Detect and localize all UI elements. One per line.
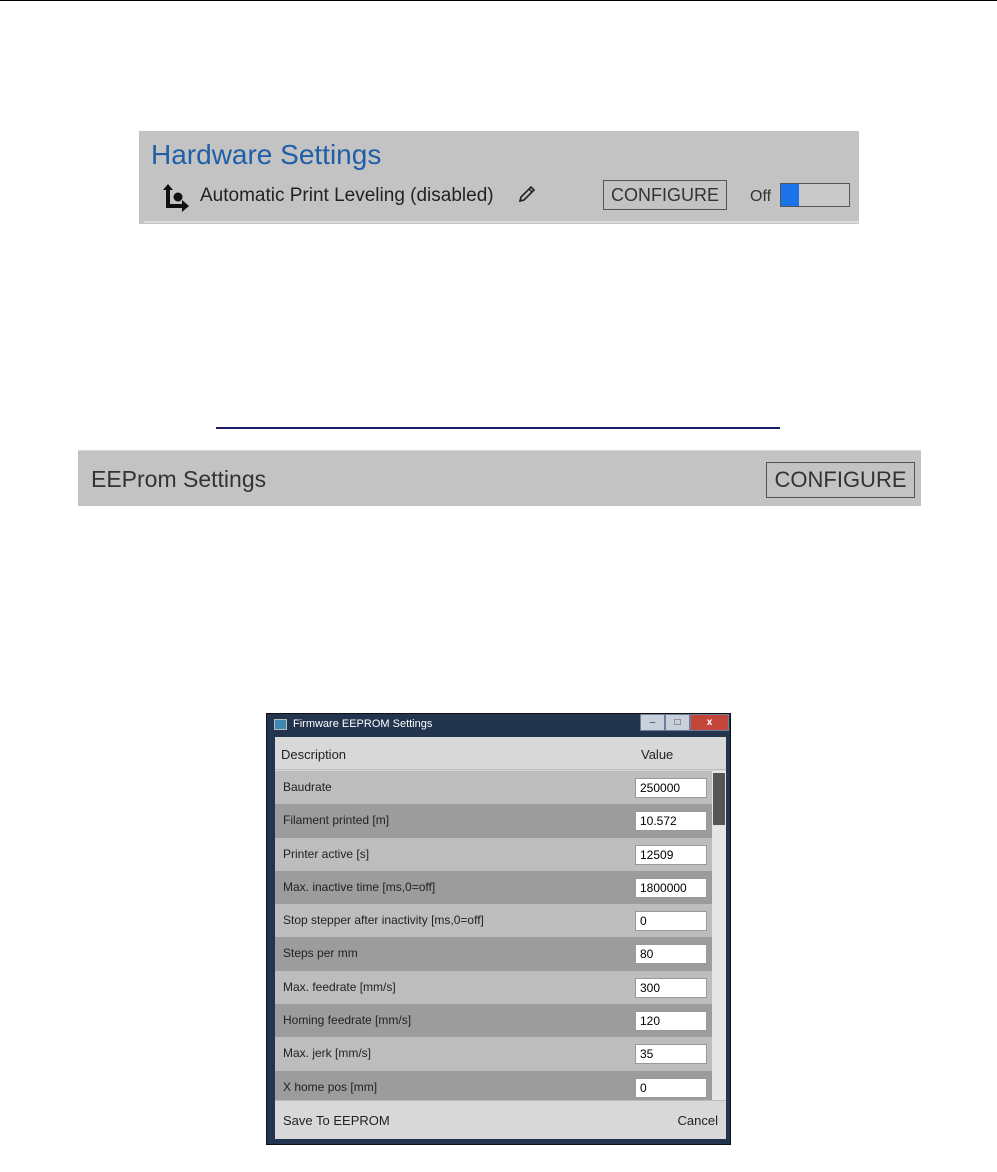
close-button[interactable]: x (690, 714, 729, 731)
minimize-button[interactable]: – (640, 714, 665, 731)
table-row (275, 1004, 712, 1037)
pencil-icon[interactable] (517, 184, 537, 204)
setting-description: Max. inactive time [ms,0=off] (283, 879, 436, 894)
eeprom-settings-title: EEProm Settings (91, 466, 267, 492)
setting-description: Steps per mm (283, 946, 358, 961)
setting-value-input[interactable] (635, 978, 707, 998)
setting-value-input[interactable] (635, 778, 707, 798)
table-row (275, 1037, 712, 1070)
table-row (275, 804, 712, 837)
print-leveling-toggle[interactable] (780, 183, 850, 207)
cancel-button[interactable]: Cancel (677, 1113, 718, 1128)
setting-description: X home pos [mm] (283, 1079, 378, 1094)
table-row (275, 771, 712, 804)
separator-rule (216, 427, 780, 429)
setting-description: Homing feedrate [mm/s] (283, 1013, 412, 1028)
toggle-knob (781, 184, 799, 206)
print-leveling-label: Automatic Print Leveling (disabled) (200, 185, 494, 206)
dialog-title: Firmware EEPROM Settings (293, 718, 433, 730)
save-to-eeprom-button[interactable]: Save To EEPROM (283, 1113, 390, 1128)
hardware-settings-panel (139, 131, 859, 224)
eeprom-settings-bar (78, 450, 921, 506)
setting-value-input[interactable] (635, 911, 707, 931)
table-row (275, 937, 712, 970)
settings-table (275, 771, 712, 1100)
divider (144, 221, 859, 223)
setting-value-input[interactable] (635, 1044, 707, 1064)
setting-value-input[interactable] (635, 845, 707, 865)
toggle-state-label: Off (750, 188, 772, 205)
firmware-eeprom-dialog (266, 713, 731, 1145)
vertical-scrollbar[interactable] (712, 771, 726, 1100)
setting-value-input[interactable] (635, 944, 707, 964)
maximize-button[interactable]: □ (665, 714, 690, 731)
setting-value-input[interactable] (635, 878, 707, 898)
setting-description: Max. feedrate [mm/s] (283, 979, 396, 994)
table-row (275, 904, 712, 937)
table-row (275, 1071, 712, 1100)
hardware-settings-title: Hardware Settings (151, 139, 382, 170)
print-leveling-row (139, 179, 859, 215)
table-row (275, 971, 712, 1004)
setting-value-input[interactable] (635, 1078, 707, 1098)
setting-description: Filament printed [m] (283, 813, 390, 828)
setting-value-input[interactable] (635, 1011, 707, 1031)
print-leveling-icon (159, 183, 191, 213)
app-icon (274, 719, 287, 730)
description-column-header[interactable]: Description (281, 747, 347, 762)
setting-value-input[interactable] (635, 811, 707, 831)
dialog-footer (275, 1100, 726, 1139)
dialog-titlebar[interactable] (267, 714, 730, 736)
setting-description: Baudrate (283, 780, 332, 794)
top-rule (0, 0, 997, 1)
scrollbar-thumb[interactable] (713, 773, 725, 825)
table-row (275, 871, 712, 904)
setting-description: Stop stepper after inactivity [ms,0=off] (283, 913, 484, 928)
dialog-client (275, 737, 726, 1139)
eeprom-configure-button[interactable]: CONFIGURE (766, 462, 915, 498)
value-column-header[interactable]: Value (641, 747, 674, 762)
table-row (275, 838, 712, 871)
print-leveling-configure-button[interactable]: CONFIGURE (603, 180, 727, 210)
setting-description: Printer active [s] (283, 846, 370, 861)
setting-description: Max. jerk [mm/s] (283, 1046, 372, 1061)
table-header (275, 737, 726, 770)
